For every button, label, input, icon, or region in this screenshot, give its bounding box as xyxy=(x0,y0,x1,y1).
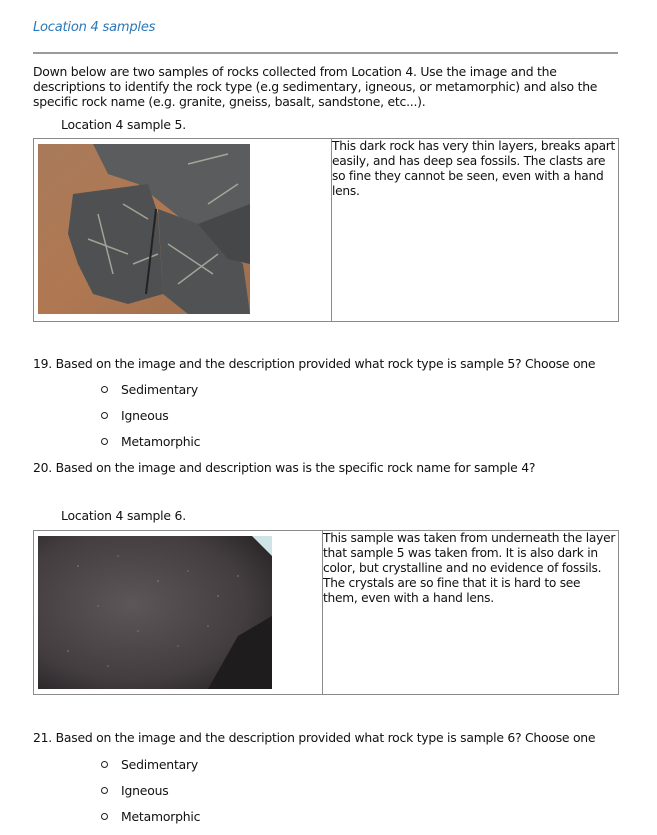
radio-circle-icon[interactable] xyxy=(101,412,108,419)
sample-5-caption: Location 4 sample 5. xyxy=(61,117,186,132)
sample-6-caption: Location 4 sample 6. xyxy=(61,508,186,523)
horizontal-rule xyxy=(33,52,618,54)
sample-6-table xyxy=(33,530,619,695)
question-21: 21. Based on the image and the description provided what rock type is sample 6? Choose one xyxy=(33,730,596,745)
radio-circle-icon[interactable] xyxy=(101,386,108,393)
radio-circle-icon[interactable] xyxy=(101,787,108,794)
q21-option-igneous[interactable]: Igneous xyxy=(101,783,169,798)
q19-option-metamorphic[interactable]: Metamorphic xyxy=(101,434,200,449)
q21-option-sedimentary[interactable]: Sedimentary xyxy=(101,757,198,772)
sample-5-table xyxy=(33,138,619,322)
sample-6-rock-image xyxy=(38,536,272,689)
radio-circle-icon[interactable] xyxy=(101,438,108,445)
section-heading: Location 4 samples xyxy=(33,20,156,35)
intro-paragraph: Down below are two samples of rocks collected from Location 4. Use the image and the descriptions to identify the rock type (e.g sedimentary, igneous, or metamorphic) and also the specific rock name (e.g. granite, gneiss, basalt, sandstone, etc...). xyxy=(33,64,598,109)
question-20: 20. Based on the image and description was is the specific rock name for sample 4? xyxy=(33,460,536,475)
radio-circle-icon[interactable] xyxy=(101,813,108,820)
sample-5-image-cell xyxy=(34,139,332,322)
q21-option-metamorphic[interactable]: Metamorphic xyxy=(101,809,200,824)
sample-6-image-cell xyxy=(34,531,323,695)
sample-5-rock-image xyxy=(38,144,250,314)
sample-5-description: This dark rock has very thin layers, breaks apart easily, and has deep sea fossils. The clasts are so fine they cannot be seen, even with a hand lens. xyxy=(332,139,619,322)
question-19: 19. Based on the image and the description provided what rock type is sample 5? Choose one xyxy=(33,356,596,371)
radio-circle-icon[interactable] xyxy=(101,761,108,768)
sample-6-description: This sample was taken from underneath the layer that sample 5 was taken from. It is also dark in color, but crystalline and no evidence of fossils. The crystals are so fine that it is hard to see them, even with a hand lens. xyxy=(323,531,619,695)
q19-option-igneous[interactable]: Igneous xyxy=(101,408,169,423)
q19-option-sedimentary[interactable]: Sedimentary xyxy=(101,382,198,397)
